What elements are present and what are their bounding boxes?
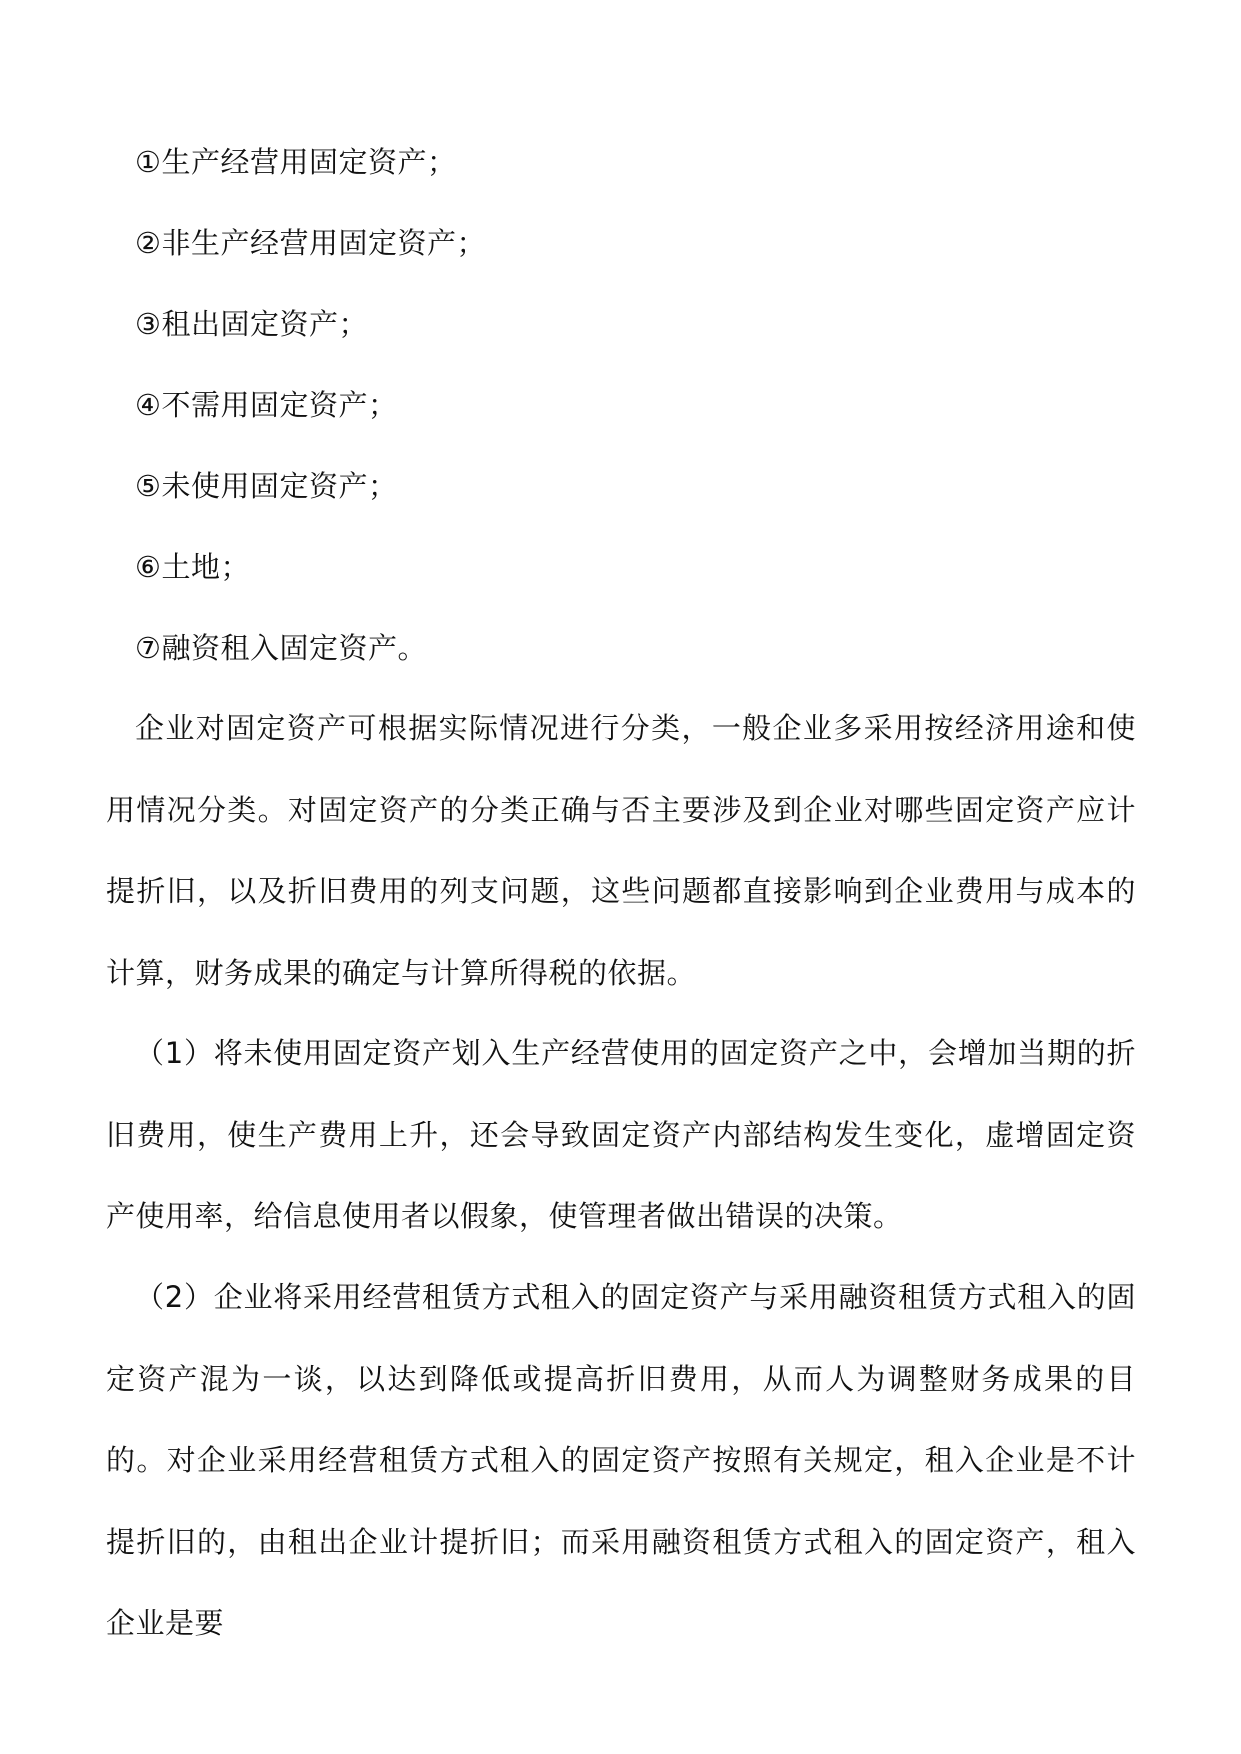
paragraph-point-1: （1）将未使用固定资产划入生产经营使用的固定资产之中，会增加当期的折旧费用，使生产费用上升，还会导致固定资产内部结构发生变化，虚增固定资产使用率，给信息使用者以假象，使管理者做出错误的决策。 [106, 1036, 1136, 1233]
list-item-6: ⑥土地； [135, 550, 250, 584]
list-item-3: ③租出固定资产； [135, 307, 368, 341]
list-item-7: ⑦融资租入固定资产。 [135, 631, 427, 665]
list-item-1: ①生产经营用固定资产； [135, 145, 457, 179]
list-item-2: ②非生产经营用固定资产； [135, 226, 486, 260]
list-item-5: ⑤未使用固定资产； [135, 469, 398, 503]
paragraph-classification: 企业对固定资产可根据实际情况进行分类，一般企业多采用按经济用途和使用情况分类。对固定资产的分类正确与否主要涉及到企业对哪些固定资产应计提折旧，以及折旧费用的列支问题，这些问题都直接影响到企业费用与成本的计算，财务成果的确定与计算所得税的依据。 [106, 711, 1136, 990]
paragraph-point-2: （2）企业将采用经营租赁方式租入的固定资产与采用融资租赁方式租入的固定资产混为一谈，以达到降低或提高折旧费用，从而人为调整财务成果的目的。对企业采用经营租赁方式租入的固定资产按照有关规定，租入企业是不计提折旧的，由租出企业计提折旧；而采用融资租赁方式租入的固定资产，租入企业是要 [106, 1280, 1136, 1640]
list-item-4: ④不需用固定资产； [135, 388, 398, 422]
